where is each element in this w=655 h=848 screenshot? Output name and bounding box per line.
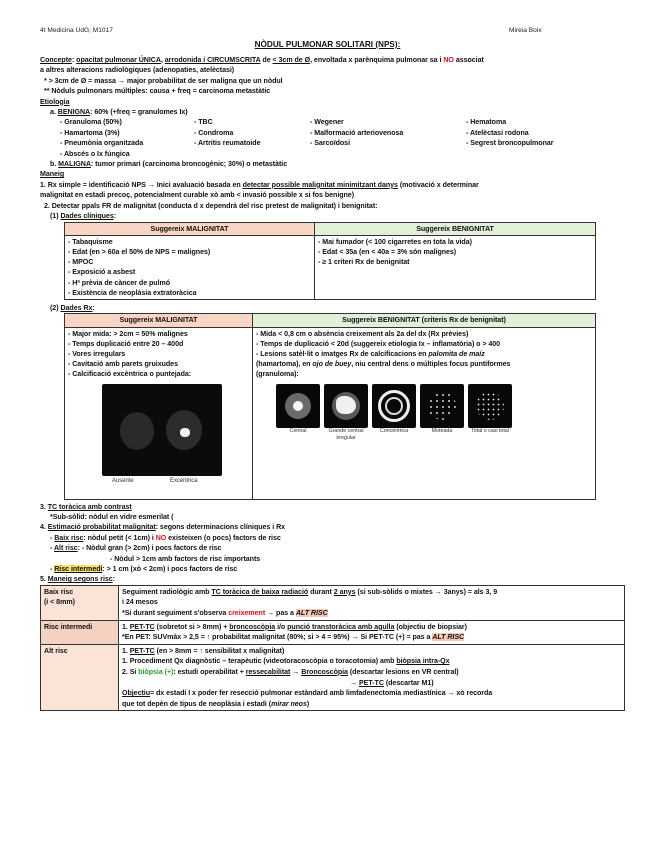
clinical-factors-table (64, 222, 596, 300)
calcification-stippled-image (420, 384, 464, 428)
concepte-text: de (262, 56, 271, 64)
calcification-total-image (468, 384, 512, 428)
nodule-absent-shape (120, 412, 154, 450)
clinical-malignant-item: - Existència de neoplàsia extratoràcica (68, 288, 311, 298)
benigna-item: - Condroma (194, 128, 234, 137)
risc-intermedi-text-line (122, 632, 621, 643)
clinical-malignant-item: - MPOC (68, 257, 311, 267)
etiologia-benigna (40, 107, 625, 117)
baix-risc-line: - Baix risc: nòdul petit (< 1cm) i NO existeixen (o pocs) factors de risc (50, 533, 281, 542)
dades-cliniques-title: Dades clíniques (60, 212, 114, 221)
concepte-term-unica: opacitat pulmonar ÚNICA (76, 56, 161, 64)
text: ) (306, 699, 310, 708)
risc-intermedi-label: Risc intermedi (54, 564, 103, 573)
alt-risc-text-line (122, 678, 621, 689)
rx-malignant-item: - Vores irregulars (68, 349, 249, 359)
benigna-item: - Artritis reumatoide (194, 139, 261, 148)
maneig-step-5-title: Maneig segons risc (47, 575, 113, 584)
etiologia-maligna-title: MALIGNA (58, 160, 91, 169)
maneig-step-1-text: 1. Rx simple = identificació NPS → Inici avaluació basada en (40, 180, 241, 189)
text: (descartar lesions en VR central) (349, 667, 459, 676)
risk-management-table (40, 585, 625, 712)
header-author: Mireia Boix (509, 27, 542, 34)
caption-eccentric: Excéntrica (170, 477, 198, 484)
benigna-item: - TBC (194, 118, 213, 127)
caption-total: Total o casi total (471, 427, 509, 434)
caption-stippled: Moteada (431, 427, 453, 434)
alt-risc-text-line (122, 688, 621, 699)
calcification-central-image (276, 384, 320, 428)
alt-risc-tag: ALT RISC (295, 608, 328, 617)
rx-malignant-item: - Cavitació amb parets gruixudes (68, 359, 249, 369)
text: → pas a (267, 608, 294, 617)
rx-benign-item: - Temps de duplicació < 20d (suggereix etiologia Ix – inflamatòria) o > 400 (256, 339, 501, 348)
baix-risc-no: NO (155, 533, 167, 542)
risc-intermedi-text-line (122, 622, 621, 633)
calcification-large-central-image (324, 384, 368, 428)
etiologia-maligna (40, 159, 625, 169)
text-underlined: punció transtoràcica amb agulla (287, 622, 395, 631)
clinical-benign-item: - Edat < 35a (en < 40a = 3% són malignes) (318, 247, 592, 257)
maneig-step-3-title: TC toràcica amb contrast (47, 502, 132, 511)
text: (objectiu de biopsiar) (396, 622, 467, 631)
benigna-item: - Sarcoïdosi (310, 139, 351, 148)
maneig-step-4-num: 4. (40, 523, 46, 532)
text: (si sub-sòlids o mixtes → 3anys) = als 3, 9 (357, 587, 498, 596)
calcification-concentric-image (372, 384, 416, 428)
text: : estudi operabilitat + (173, 667, 244, 676)
rx-factors-table (64, 313, 596, 499)
rx-malignant-cell (65, 327, 253, 499)
baix-risc-subheader: (i < 8mm) (44, 598, 75, 607)
text-underlined: Objectiu (122, 689, 150, 698)
risc-intermedi-content (119, 620, 625, 644)
baix-risc-label: Baix risc (54, 533, 84, 542)
concepte-text-3: associat (455, 56, 484, 64)
benigna-grid-row (40, 128, 625, 138)
text-green: biòpsia (+) (138, 667, 174, 676)
alt-risc-tag: ALT RISC (432, 633, 465, 642)
etiologia-maligna-desc: : tumor primari (carcinoma broncogènic; 30%) o metastàtic (90, 160, 288, 169)
page-title: NÒDUL PULMONAR SOLITARI (NPS): (254, 40, 401, 49)
maneig-label: Maneig (40, 170, 65, 179)
benigna-item: - Segrest broncopulmonar (466, 139, 554, 148)
maneig-step-1 (40, 180, 625, 190)
baix-risc-header-cell (41, 585, 119, 620)
clinical-malignant-item: - Exposició a asbest (68, 267, 311, 277)
baix-risc-text: : nòdul petit (< 1cm) i (83, 533, 154, 542)
baix-risc-text-line (122, 608, 621, 619)
concepte-line-1: Concepte: opacitat pulmonar ÚNICA, arrodonida i CIRCUMSCRITA de < 3cm de Ø, envoltada x parènquima pulmonar sa i NO associat (40, 56, 484, 64)
baix-risc-text-line (122, 587, 621, 598)
rx-benign-header: Suggereix BENIGNITAT (criteris Rx de benignitat) (253, 314, 596, 327)
alt-risc-header: Alt risc (41, 644, 119, 711)
risc-intermedi-line: - Risc intermedi: > 1 cm (xò < 2cm) i pocs factors de risc (50, 564, 238, 573)
concepte-no: NO (443, 56, 454, 64)
caption-large-central: Grande central irregular (328, 427, 364, 441)
rx-malignant-header: Suggereix MALIGNITAT (65, 314, 253, 327)
caption-central: Central (289, 427, 307, 434)
text-underlined: PET-TC (358, 678, 384, 687)
maneig-step-5-num: 5. (40, 575, 46, 584)
maneig-step-3 (40, 502, 625, 512)
benigna-item: - Hematoma (466, 118, 507, 127)
text-italic: mirar neos (271, 699, 307, 708)
alt-risc-text: : - Nòdul gran (> 2cm) i pocs factors de risc (77, 544, 222, 553)
calcification-captions (112, 476, 249, 486)
text: durant (310, 587, 332, 596)
text: 1. (122, 646, 128, 655)
text: 1. Procediment Qx diagnòstic – terapèutic (videotoracoscòpia o toracotomia) amb (122, 657, 395, 666)
calcification-xray-image (102, 384, 222, 476)
rx-benign-text: , niu central dens o múltiples focus puntiformes (351, 360, 511, 369)
clinical-malignant-header: Suggereix MALIGNITAT (65, 222, 315, 235)
clinical-malignant-item: - Edat (en > 60a el 50% de NPS = malignes) (68, 247, 311, 257)
dades-rx-title: Dades Rx (60, 303, 93, 312)
alt-risc-text-line (122, 699, 621, 710)
rx-benign-italic: palomita de maíz (428, 349, 485, 358)
maneig-step-1-text-2: (motivació x determinar (399, 180, 479, 189)
benigna-item: - Atelèctasi rodona (466, 128, 529, 137)
text-red: creixement (228, 608, 266, 617)
rx-benign-italic: ojo de buey (312, 360, 352, 369)
concepte-text-2: , envoltada x parènquima pulmonar sa i (310, 56, 442, 64)
etiologia-benigna-desc: : 60% (+freq = granulomes Ix) (90, 108, 188, 117)
text: → (292, 667, 300, 676)
rx-malignant-item: - Major mida: > 2cm = 50% malignes (68, 329, 249, 339)
benigna-item: - Malformació arteriovenosa (310, 128, 404, 137)
rx-benign-item (256, 359, 592, 369)
dades-cliniques-heading: (1) Dades clíniques: (50, 212, 117, 221)
text: = dx estadi I x poder fer resecció pulmonar estàndard amb limfadenectomia mediastínica → xò recorda (149, 689, 493, 698)
baix-risc-content (119, 585, 625, 620)
benigna-grid-row (40, 117, 625, 127)
text-underlined: Broncoscòpia (301, 667, 348, 676)
clinical-benign-item: - ≥ 1 criteri Rx de benignitat (318, 257, 592, 267)
text-underlined: broncoscòpia (229, 622, 276, 631)
maneig-step-3-num: 3. (40, 502, 46, 511)
benigna-item: - Wegener (310, 118, 344, 127)
alt-risc-content (119, 644, 625, 711)
text: (descartar M1) (385, 678, 434, 687)
rx-benign-text: (hamartoma), en (256, 360, 311, 369)
benigna-item: - Abscés o Ix fúngica (60, 149, 130, 158)
rx-benign-item (256, 349, 592, 359)
benigna-item: - Hamartoma (3%) (60, 128, 120, 137)
alt-risc-text-line (122, 667, 621, 678)
rx-malignant-item: - Calcificació excèntrica o puntejada: (68, 369, 249, 379)
maneig-step-3-note: *Sub-sòlid: nòdul en vidre esmerilat ( (50, 512, 174, 521)
concepte-note-1: * > 3cm de Ø = massa → major probabilitat de ser maligna que un nòdul (44, 76, 283, 85)
risc-intermedi-text: : > 1 cm (xò < 2cm) i pocs factors de risc (102, 564, 238, 573)
text-underlined: ressecabilitat (245, 667, 291, 676)
rx-benign-cell (253, 327, 596, 499)
caption-absent: Ausente (112, 477, 134, 484)
text: *En PET: SUVmàx > 2,5 = ↑ probabilitat malignitat (80%; si > 4 = 95%) → Si PET-TC (+) = pas a (122, 633, 431, 642)
caption-concentric: Concéntrica (379, 427, 409, 434)
table-row (41, 585, 625, 620)
clinical-malignant-cell (65, 235, 315, 299)
table-row (41, 620, 625, 644)
text: → (350, 678, 358, 687)
clinical-benign-item: - Mai fumador (< 100 cigarretes en tota la vida) (318, 237, 592, 247)
etiologia-label: Etiologia (40, 97, 70, 106)
alt-risc-line-2: - Nòdul > 1cm amb factors de risc importants (110, 554, 261, 563)
baix-risc-header: Baix risc (44, 587, 74, 596)
rx-benign-item: - Mida < 0,8 cm o absència creixement als 2a del dx (Rx prèvies) (256, 329, 469, 338)
table-row (41, 644, 625, 711)
alt-risc-line: - Alt risc: - Nòdul gran (> 2cm) i pocs factors de risc (50, 544, 222, 553)
concepte-size: < 3cm de Ø (272, 56, 311, 64)
notes-body (40, 55, 625, 711)
maneig-step-4 (40, 522, 625, 532)
rx-benign-item: (granuloma): (256, 370, 299, 379)
etiologia-benigna-title: BENIGNA (57, 108, 91, 117)
clinical-malignant-item: - Hª prèvia de càncer de pulmó (68, 278, 311, 288)
rx-malignant-item: - Temps duplicació entre 20 – 400d (68, 339, 249, 349)
alt-risc-text-line (122, 656, 621, 667)
maneig-step-5: 5. Maneig segons risc: (40, 575, 115, 584)
benigna-item: - Pneumònia organitzada (60, 139, 144, 148)
etiologia-a-index: a. (50, 108, 56, 117)
text-underlined: PET-TC (129, 622, 155, 631)
text: (sobretot si > 8mm) + (156, 622, 228, 631)
concepte-note-2: ** Nòduls pulmonars múltiples: causa + freq = carcinoma metastàtic (44, 87, 271, 96)
clinical-benign-header: Suggereix BENIGNITAT (315, 222, 596, 235)
text: Seguiment radiològic amb (122, 587, 210, 596)
eccentric-calcification-shape (180, 428, 190, 437)
maneig-step-2: 2. Detectar ppals FR de malignitat (conducta d x dependrà del risc pretest de malignitat) i benignitat: (44, 201, 378, 210)
alt-risc-label: Alt risc (53, 544, 78, 553)
dades-rx-heading: (2) Dades Rx: (50, 303, 95, 312)
clinical-benign-cell (315, 235, 596, 299)
benign-calcification-image-strip (276, 384, 592, 428)
dades-rx-num: (2) (50, 303, 59, 312)
rx-benign-text: - Lesions satèl·lit o imatges Rx de calcificacions en (256, 349, 427, 358)
alt-risc-text-line (122, 646, 621, 657)
text-underlined: biòpsia intra-Qx (396, 657, 450, 666)
etiologia-b-index: b. (50, 160, 57, 169)
benign-calcification-captions (276, 428, 592, 442)
concepte-label: Concepte (40, 56, 72, 64)
text: que tot depèn de tipus de neoplàsia i estadi ( (122, 699, 272, 708)
text: 2. Si (122, 667, 137, 676)
text: (en > 8mm = ↑ sensibilitat x malignitat) (156, 646, 285, 655)
maneig-step-4-text: : segons determinacions clíniques i Rx (155, 523, 286, 532)
clinical-malignant-item: - Tabaquisme (68, 237, 311, 247)
risc-intermedi-header: Risc intermedi (41, 620, 119, 644)
concepte-line-2: a altres alteracions radiològiques (adenopaties, atelèctasi) (40, 66, 235, 75)
text-underlined: TC toràcica de baixa radiació (211, 587, 309, 596)
maneig-step-4-title: Estimació probabilitat malignitat (47, 523, 156, 532)
maneig-step-1-cont: malignitat en estadi precoç, potencialment curable xò amb < invasió possible x si fos benigne) (40, 191, 355, 200)
benigna-grid-row (40, 149, 625, 159)
dades-cliniques-num: (1) (50, 212, 59, 221)
text: i/o (277, 622, 286, 631)
concepte-term-circumscrita: arrodonida i CIRCUMSCRITA (164, 56, 261, 64)
text: *Si durant seguiment s'observa (122, 608, 227, 617)
maneig-step-1-emph: detectar possible malignitat minimitzant danys (242, 180, 398, 189)
baix-risc-text-line: i 24 mesos (122, 598, 158, 607)
header-course: 4t Medicina UdG; M1017 (40, 27, 113, 34)
text-underlined: 2 anys (333, 587, 356, 596)
baix-risc-text-2: existeixen (o pocs) factors de risc (168, 533, 281, 542)
text-underlined: PET-TC (129, 646, 155, 655)
benigna-item: - Granuloma (50%) (60, 118, 122, 127)
text: 1. (122, 622, 128, 631)
benigna-grid-row (40, 138, 625, 148)
